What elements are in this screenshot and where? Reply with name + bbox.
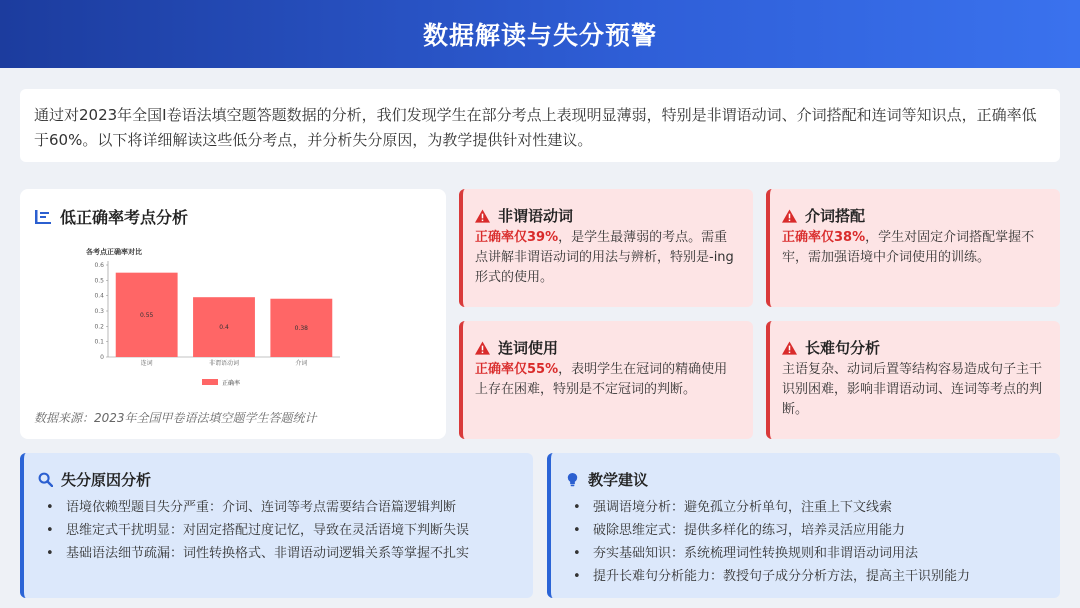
advice-title: 教学建议: [588, 471, 649, 489]
reasons-panel: [20, 453, 533, 598]
y-tick-label: 0.2: [94, 323, 104, 331]
alert-body: 正确率仅39%，是学生最薄弱的考点。需重点讲解非谓语动词的用法与辨析，特别是-ing形式的使用。: [475, 230, 734, 285]
x-tick-label: 介词: [295, 360, 308, 367]
y-tick-label: 0.3: [94, 308, 104, 315]
alert-title: 非谓语动词: [498, 207, 574, 225]
chart-panel-header: [34, 205, 432, 228]
y-tick-label: 0.6: [94, 262, 104, 269]
alert-body: 正确率仅55%，表明学生在冠词的精确使用上存在困难，特别是不定冠词的判断。: [475, 362, 728, 397]
y-tick-label: 0.1: [94, 338, 104, 346]
alert-card-prepositions: [766, 189, 1060, 307]
alert-body: 主语复杂、动词后置等结构容易造成句子主干识别困难，影响非谓语动词、连词等考点的判断。: [782, 362, 1043, 417]
chart-title: 各考点正确率对比: [86, 247, 142, 256]
list-item: • 语境依赖型题目失分严重：介词、连词等考点需要结合语篇逻辑判断: [46, 500, 457, 515]
list-item: • 思维定式干扰明显：对固定搭配过度记忆，导致在灵活语境下判断失误: [46, 523, 470, 538]
y-tick-label: 0.4: [94, 292, 104, 300]
list-item: • 破除思维定式：提供多样化的练习，培养灵活应用能力: [573, 523, 906, 538]
advice-list: [565, 496, 1046, 588]
list-item: • 夯实基础知识：系统梳理词性转换规则和非谓语动词用法: [573, 546, 919, 561]
list-item: • 提升长难句分析能力：教授句子成分分析方法，提高主干识别能力: [573, 569, 971, 584]
chart-panel: [20, 189, 446, 439]
bar-value-label: 0.4: [219, 324, 229, 332]
warning-icon: [782, 209, 797, 223]
chart-panel-title: 低正确率考点分析: [60, 208, 189, 227]
alert-card-long-sentences: [766, 321, 1060, 439]
alert-card-conjunctions: [459, 321, 753, 439]
lightbulb-icon: [565, 472, 580, 487]
bar-value-label: 0.38: [294, 324, 309, 332]
alert-highlight: 正确率仅39%: [475, 230, 559, 245]
reasons-list: [38, 496, 519, 565]
alert-title: 介词搭配: [805, 207, 866, 225]
list-item: • 强调语境分析：避免孤立分析单句，注重上下文线索: [573, 500, 893, 515]
reasons-title: 失分原因分析: [61, 471, 152, 489]
legend-label: 正确率: [222, 380, 241, 387]
alert-title: 连词使用: [498, 339, 559, 357]
alert-title: 长难句分析: [805, 339, 881, 357]
list-item: • 基础语法细节疏漏：词性转换格式、非谓语动词逻辑关系等掌握不扎实: [46, 546, 470, 561]
advice-panel: [547, 453, 1060, 598]
warning-icon: [475, 209, 490, 223]
alert-highlight: 正确率仅55%: [475, 362, 559, 377]
bar-chart: [64, 245, 344, 395]
search-icon: [38, 472, 53, 487]
x-tick-label: 连词: [140, 360, 153, 367]
bar-chart-icon: [34, 208, 52, 226]
legend-swatch: [202, 379, 218, 385]
bar-value-label: 0.55: [139, 311, 154, 319]
warning-icon: [475, 341, 490, 355]
alert-highlight: 正确率仅38%: [782, 230, 866, 245]
x-tick-label: 非谓语动词: [208, 360, 240, 367]
alert-body: 正确率仅38%，学生对固定介词搭配掌握不牢，需加强语境中介词使用的训练。: [782, 230, 1035, 265]
y-tick-label: 0: [100, 354, 104, 361]
page-header: [0, 0, 1080, 68]
warning-icon: [782, 341, 797, 355]
alert-card-non-finite-verbs: [459, 189, 753, 307]
intro-text: 通过对2023年全国I卷语法填空题答题数据的分析，我们发现学生在部分考点上表现明显薄弱，特别是非谓语动词、介词搭配和连词等知识点，正确率低于60%。以下将详细解读这些低分考点，并分析失分原因，为教学提供针对性建议。: [20, 89, 1060, 162]
chart-source: 数据来源：2023年全国甲卷语法填空题学生答题统计: [34, 411, 317, 425]
y-tick-label: 0.5: [94, 277, 104, 285]
page-title: 数据解读与失分预警: [422, 21, 657, 50]
